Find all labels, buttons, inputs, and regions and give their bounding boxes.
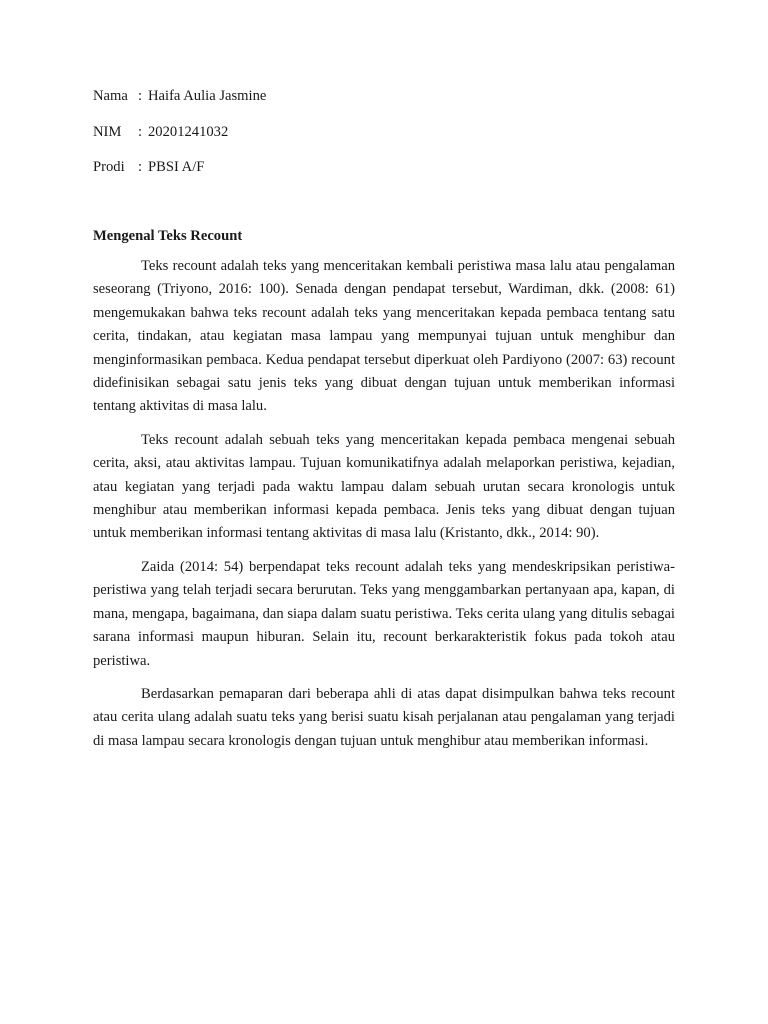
prodi-row [93, 156, 493, 192]
paragraph-4: Berdasarkan pemaparan dari beberapa ahli di atas dapat disimpulkan bahwa teks recount atau cerita ulang adalah suatu teks yang berisi suatu kisah perjalanan atau pengalaman yang terjadi di masa lampau secara kronologis dengan tujuan untuk menghibur atau memberikan informasi. [93, 685, 675, 749]
paragraph-3: Zaida (2014: 54) berpendapat teks recount adalah teks yang mendeskripsikan peristiwa-peristiwa yang telah terjadi secara berurutan. Teks yang menggambarkan pertanyaan apa, kapan, di mana, mengapa, bagaimana, dan siapa dalam suatu peristiwa. Teks cerita ulang yang ditulis sebagai sarana informasi maupun hiburan. Selain itu, recount berkarakteristik fokus pada tokoh atau peristiwa. [93, 558, 675, 669]
prodi-label: Prodi [93, 159, 125, 175]
prodi-value: PBSI A/F [148, 159, 205, 175]
nim-label: NIM [93, 123, 122, 140]
nim-row [93, 121, 493, 157]
nim-value: 20201241032 [148, 123, 229, 140]
name-row [93, 85, 493, 121]
name-value: Haifa Aulia Jasmine [148, 88, 267, 104]
paragraph-2: Teks recount adalah sebuah teks yang menceritakan kepada pembaca mengenai sebuah cerita, aksi, atau aktivitas lampau. Tujuan komunikatifnya adalah melaporkan peristiwa, kejadian, atau kegiatan yang terjadi pada waktu lampau dalam sebuah urutan secara kronologis untuk menghibur atau memberikan informasi kepada pembaca. Jenis teks yang dibuat dengan tujuan untuk memberikan informasi tentang aktivitas di masa lalu (Kristanto, dkk., 2014: 90). [93, 431, 675, 542]
name-label: Nama [93, 88, 128, 104]
paragraph-1: Teks recount adalah teks yang menceritakan kembali peristiwa masa lalu atau pengalaman seseorang (Triyono, 2016: 100). Senada dengan pendapat tersebut, Wardiman, dkk. (2008: 61) mengemukakan bahwa teks recount adalah teks yang menceritakan kepada pembaca tentang satu cerita, tindakan, atau kegiatan masa lampau yang mempunyai tujuan untuk menghibur dan menginformasikan pembaca. Kedua pendapat tersebut diperkuat oleh Pardiyono (2007: 63) recount didefinisikan sebagai satu jenis teks yang dibuat dengan tujuan untuk memberikan informasi tentang aktivitas di masa lalu. [93, 258, 675, 415]
student-identity [93, 85, 493, 192]
prodi-separator: : [138, 159, 143, 175]
nim-separator: : [138, 123, 143, 140]
document-title: Mengenal Teks Recount [93, 228, 243, 244]
name-separator: : [138, 88, 143, 104]
document-body [93, 225, 675, 763]
